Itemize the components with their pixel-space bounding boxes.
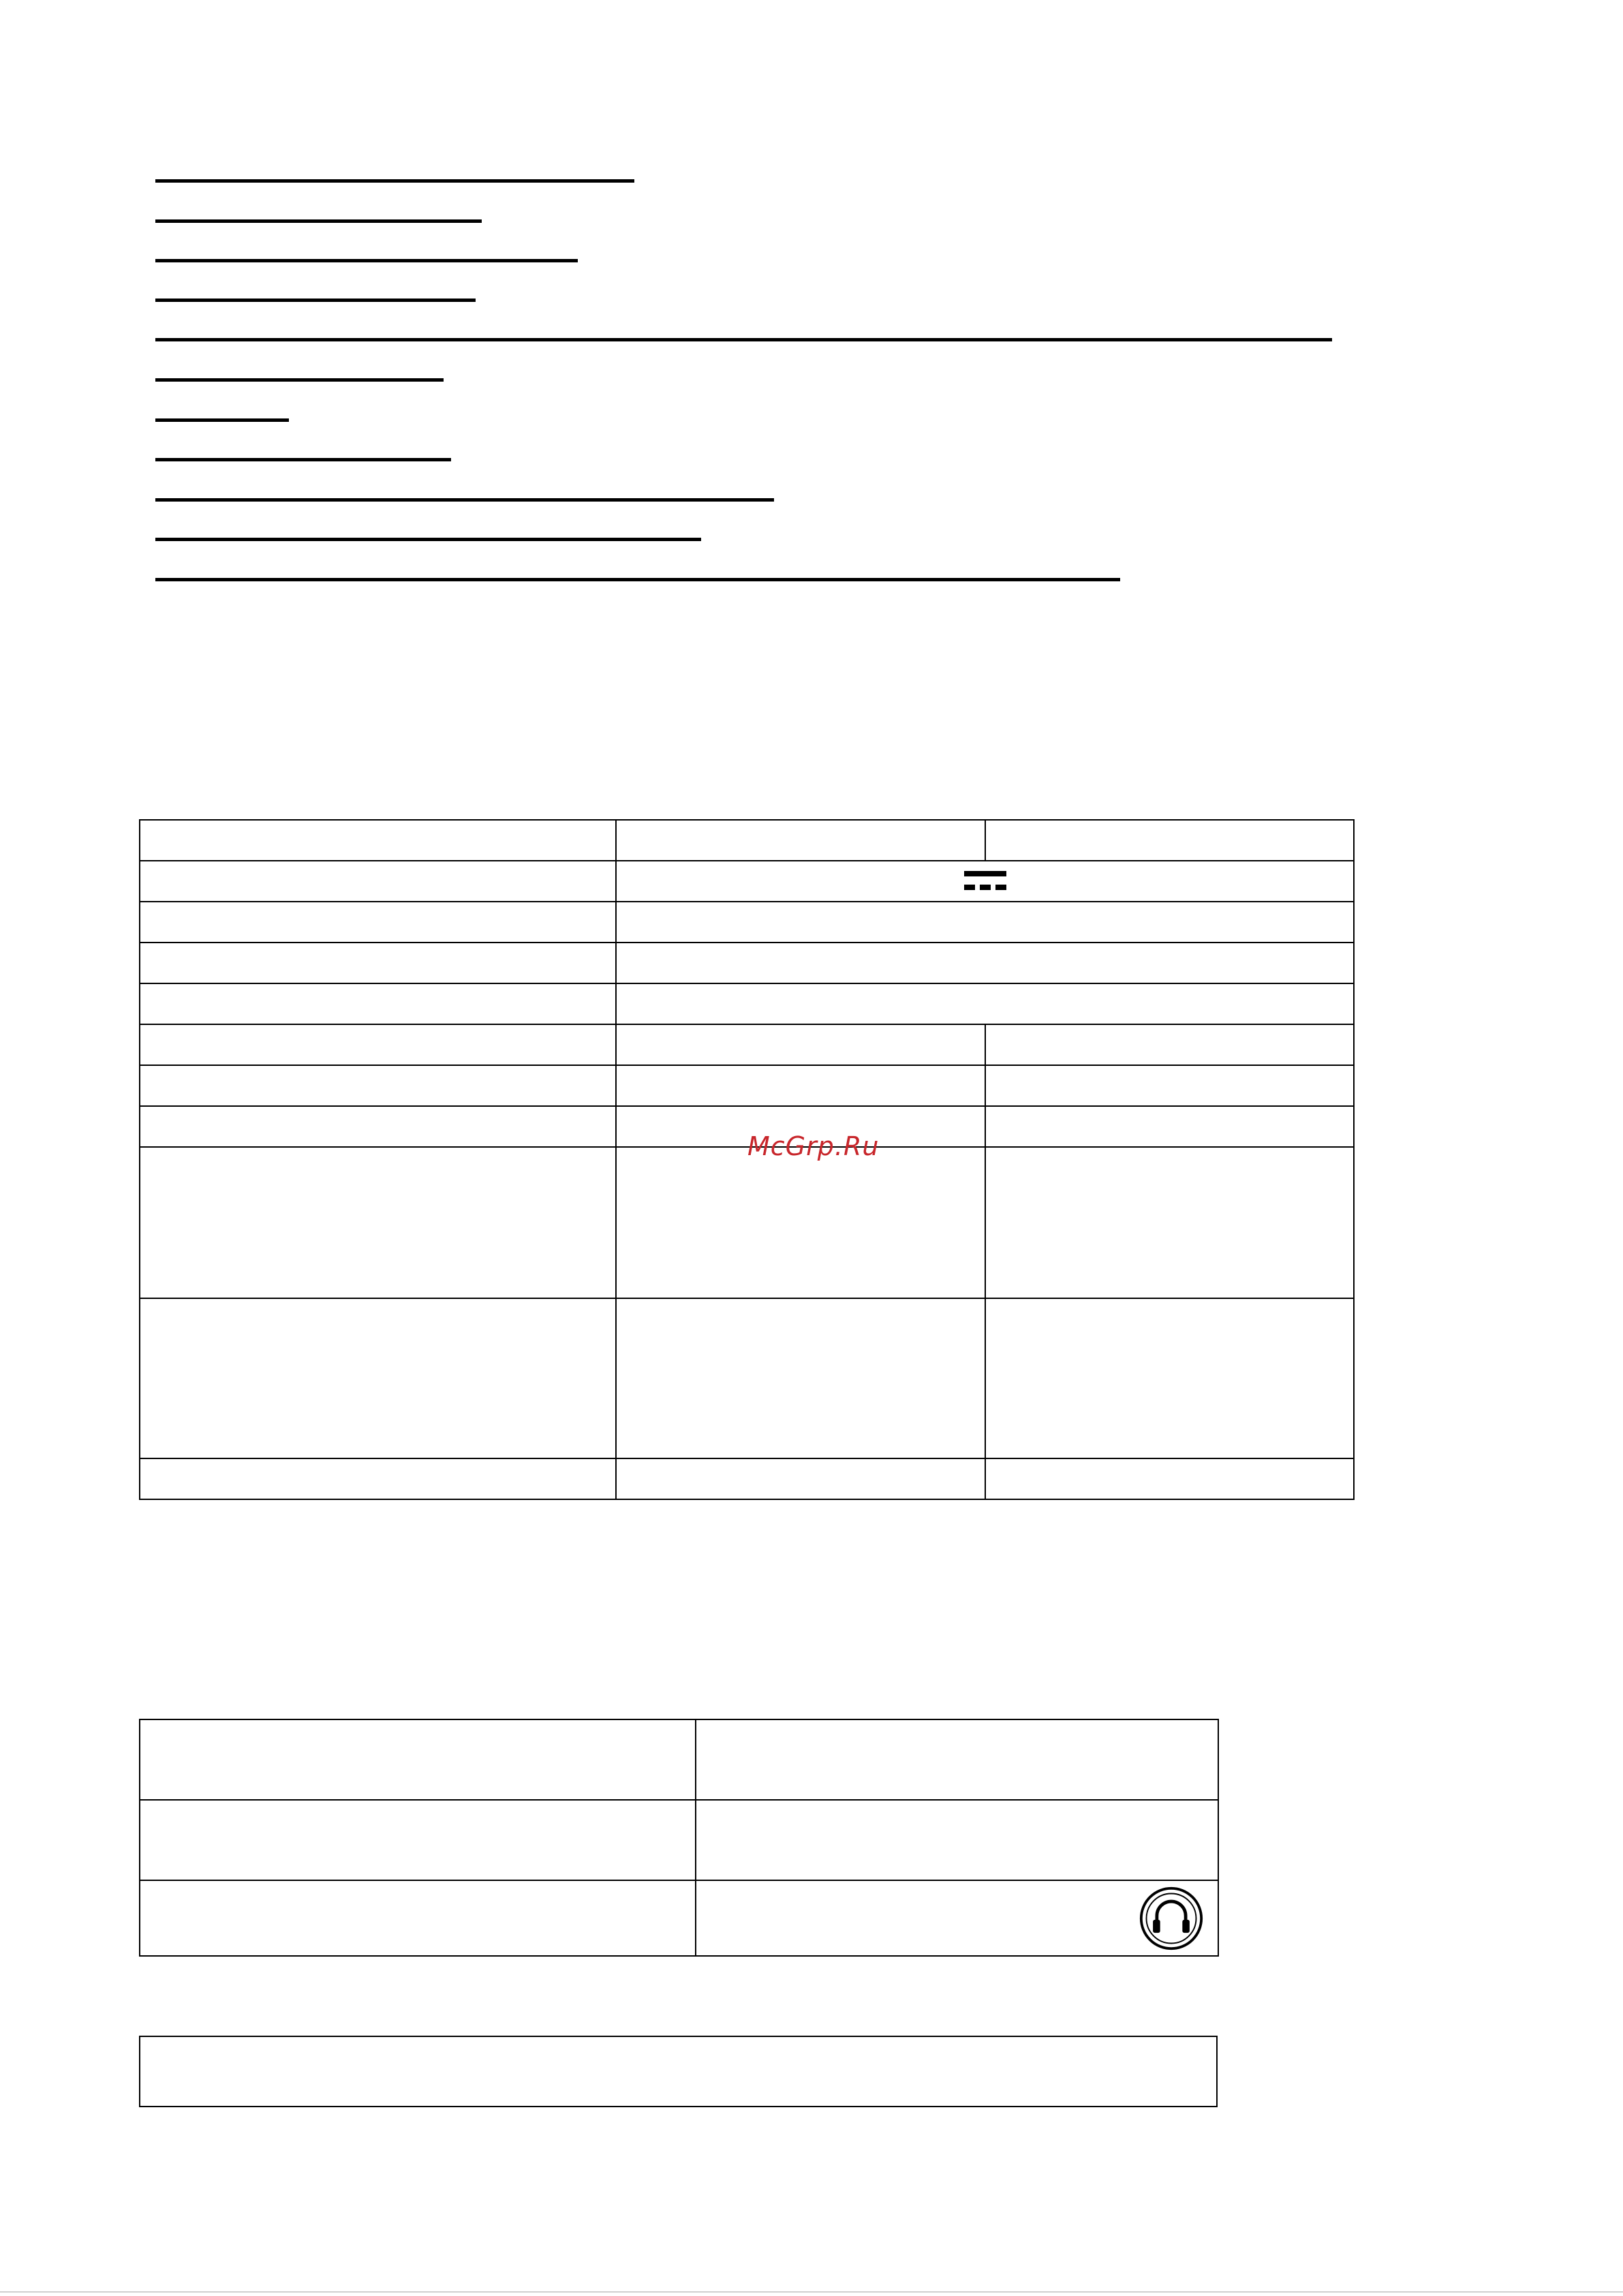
table-cell xyxy=(616,983,1354,1024)
table-row xyxy=(140,1719,1218,1800)
table-cell xyxy=(696,1800,1218,1880)
table-cell xyxy=(140,1024,616,1065)
table-row xyxy=(140,902,1354,943)
table-row xyxy=(140,1106,1354,1147)
table-cell xyxy=(140,902,616,943)
table-cell xyxy=(140,1719,696,1800)
underline-rule xyxy=(155,538,701,541)
table-cell xyxy=(985,1024,1354,1065)
table-cell xyxy=(140,1106,616,1147)
table-cell xyxy=(616,1147,985,1298)
table-cell xyxy=(140,820,616,861)
underline-rule xyxy=(155,179,634,183)
table-cell xyxy=(140,861,616,902)
table-row xyxy=(140,1298,1354,1458)
table-row xyxy=(140,1024,1354,1065)
table-cell xyxy=(616,1065,985,1106)
table-row xyxy=(140,1065,1354,1106)
table-cell xyxy=(140,1800,696,1880)
underline-rule xyxy=(155,498,774,502)
underline-rule xyxy=(155,338,1332,341)
table-cell xyxy=(985,1106,1354,1147)
underline-rule xyxy=(155,418,289,422)
table-cell xyxy=(985,1147,1354,1298)
direct-current-icon xyxy=(964,870,1006,893)
table-cell xyxy=(696,1719,1218,1800)
table-cell xyxy=(616,861,1354,902)
table-row xyxy=(140,1880,1218,1956)
page-bottom-divider xyxy=(0,2291,1623,2293)
underline-rule xyxy=(155,299,476,302)
table-cell xyxy=(985,820,1354,861)
underline-rule xyxy=(155,578,1120,581)
watermark-text: McGrp.Ru xyxy=(747,1131,880,1161)
table-cell xyxy=(616,820,985,861)
table-cell xyxy=(140,1880,696,1956)
noise-table xyxy=(139,1719,1219,1957)
table-cell xyxy=(616,902,1354,943)
underline-rule xyxy=(155,458,451,461)
table-cell xyxy=(696,1880,1218,1956)
table-cell xyxy=(616,1298,985,1458)
table-cell xyxy=(985,1065,1354,1106)
table-cell xyxy=(616,1024,985,1065)
underline-rule xyxy=(155,219,482,223)
table-cell xyxy=(140,983,616,1024)
table-cell xyxy=(140,1298,616,1458)
note-box xyxy=(139,2036,1218,2107)
specifications-table xyxy=(139,819,1355,1500)
table-row xyxy=(140,1147,1354,1298)
table-cell xyxy=(140,1065,616,1106)
underline-rule xyxy=(155,259,578,262)
table-row xyxy=(140,1458,1354,1499)
table-cell xyxy=(140,1147,616,1298)
table-cell xyxy=(985,1458,1354,1499)
table-row xyxy=(140,820,1354,861)
table-cell xyxy=(140,1458,616,1499)
table-row xyxy=(140,1800,1218,1880)
table-row xyxy=(140,983,1354,1024)
table-cell xyxy=(140,943,616,983)
underline-rule xyxy=(155,378,444,382)
table-row xyxy=(140,861,1354,902)
table-cell xyxy=(616,1458,985,1499)
table-cell xyxy=(616,943,1354,983)
table-row xyxy=(140,943,1354,983)
table-cell xyxy=(985,1298,1354,1458)
ear-protection-icon xyxy=(1139,1886,1204,1951)
